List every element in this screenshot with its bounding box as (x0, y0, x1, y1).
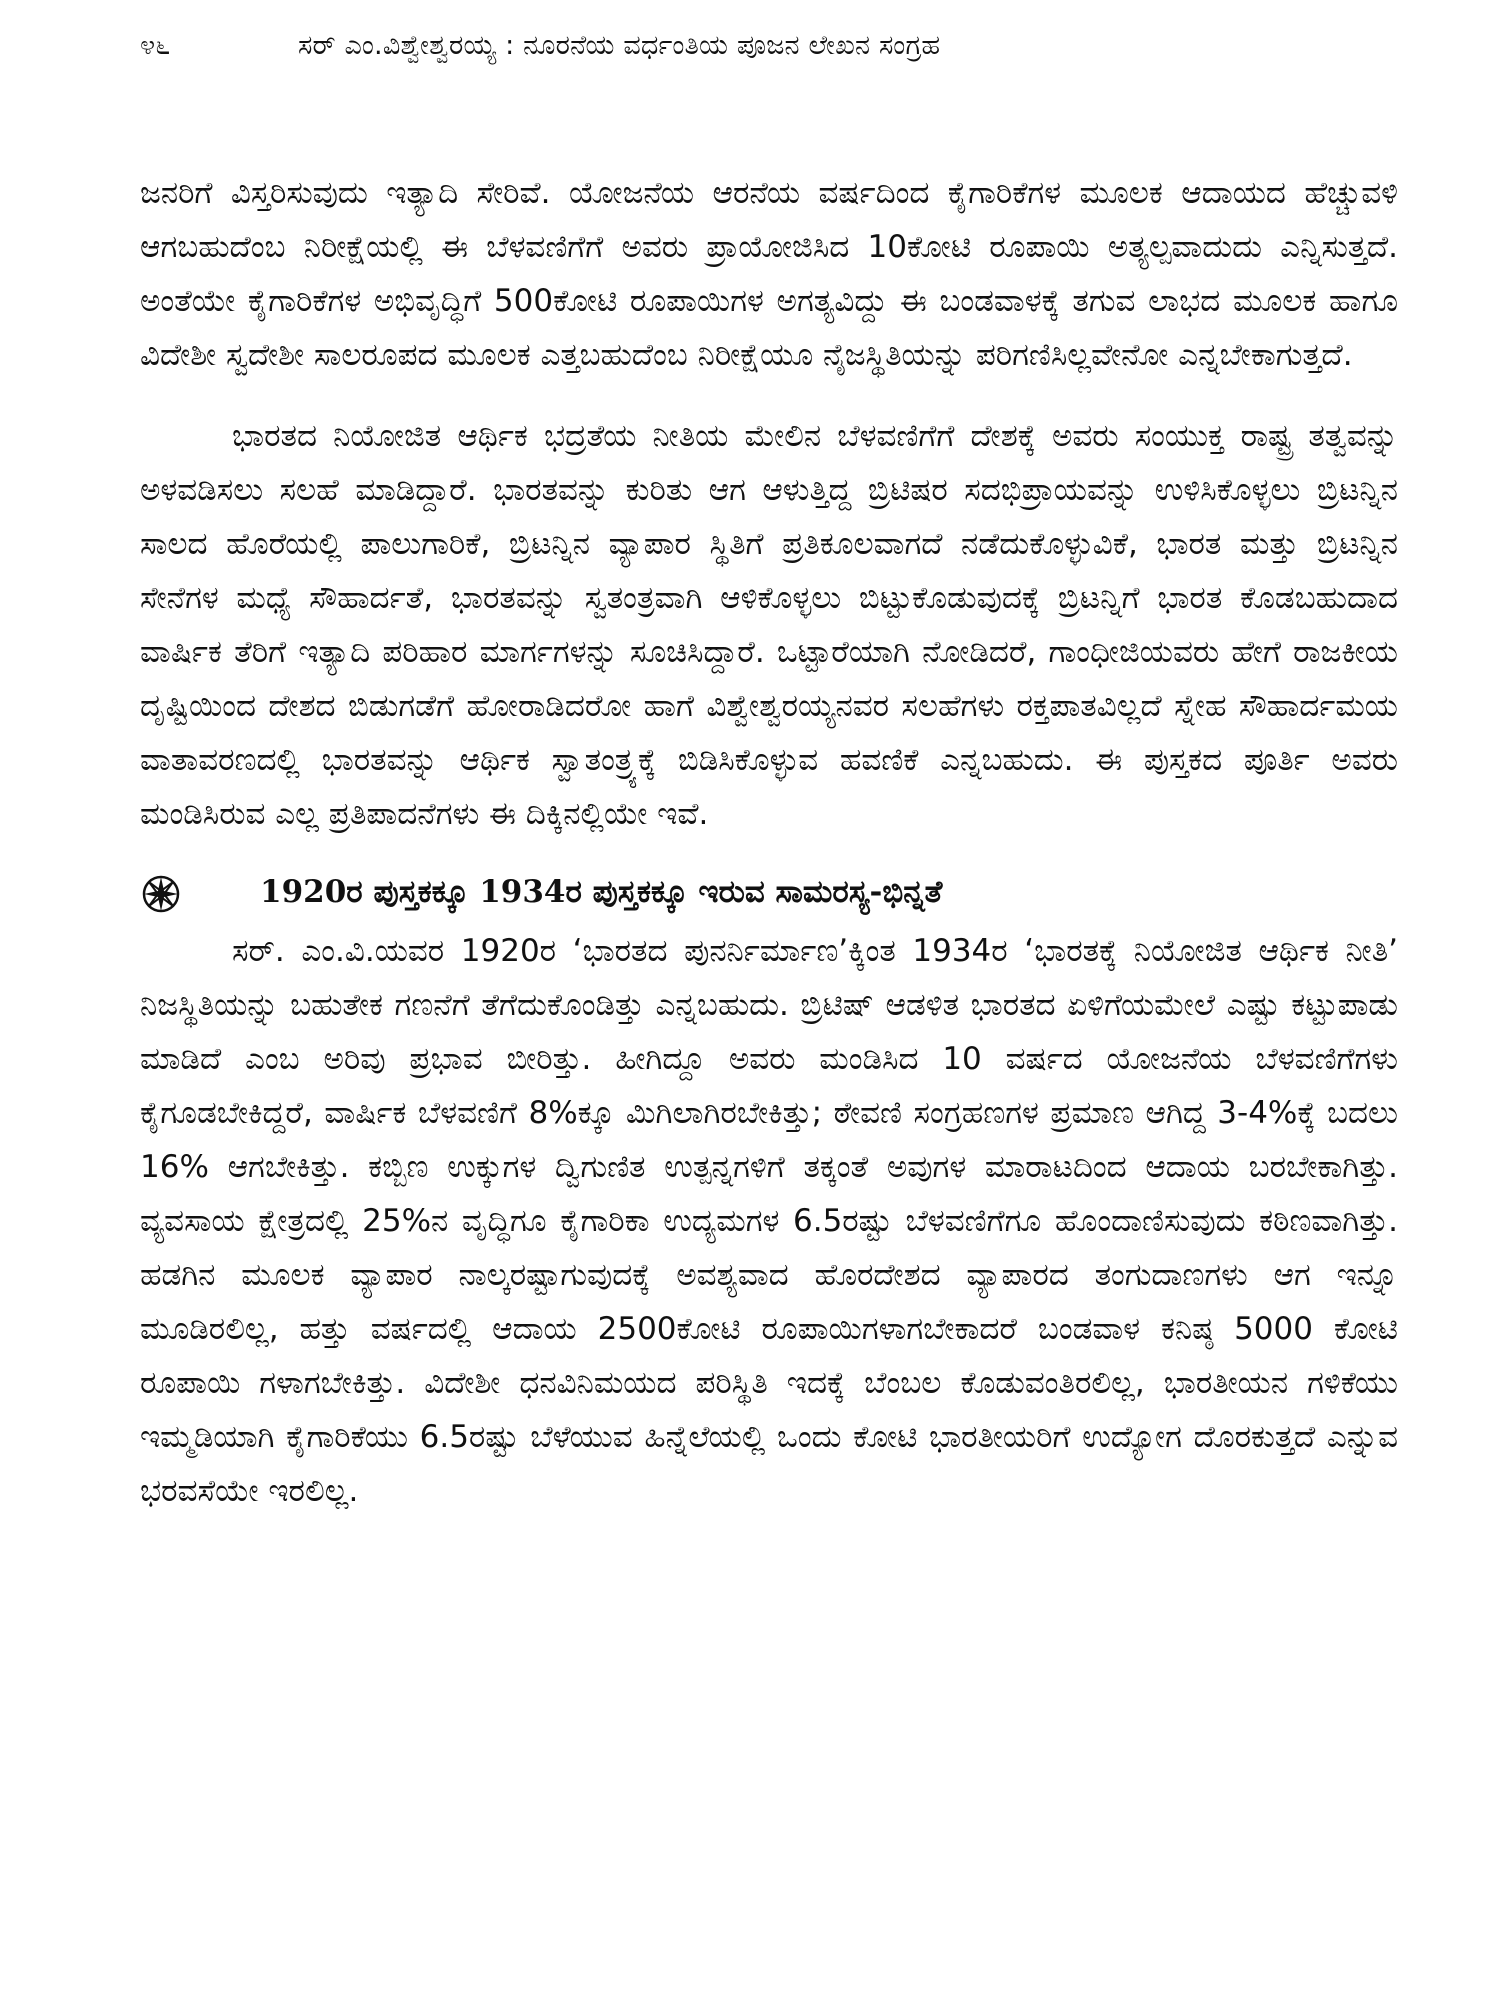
section-heading: 1920ರ ಪುಸ್ತಕಕ್ಕೂ 1934ರ ಪುಸ್ತಕಕ್ಕೂ ಇರುವ ಸಾಮರಸ್ಯ-ಭಿನ್ನತೆ (260, 874, 943, 910)
page-number: ೪೬ (140, 30, 171, 61)
paragraph-2: ಭಾರತದ ನಿಯೋಜಿತ ಆರ್ಥಿಕ ಭದ್ರತೆಯ ನೀತಿಯ ಮೇಲಿನ ಬೆಳವಣಿಗೆಗೆ ದೇಶಕ್ಕೆ ಅವರು ಸಂಯುಕ್ತ ರಾಷ್ಟ್ರ ತತ್ವವನ್ನು ಅಳವಡಿಸಲು ಸಲಹೆ ಮಾಡಿದ್ದಾರೆ. ಭಾರತವನ್ನು ಕುರಿತು ಆಗ ಆಳುತ್ತಿದ್ದ ಬ್ರಿಟಿಷರ ಸದಭಿಪ್ರಾಯವನ್ನು ಉಳಿಸಿಕೊಳ್ಳಲು ಬ್ರಿಟನ್ನಿನ ಸಾಲದ ಹೊರೆಯಲ್ಲಿ ಪಾಲುಗಾರಿಕೆ, ಬ್ರಿಟನ್ನಿನ ವ್ಯಾಪಾರ ಸ್ಥಿತಿಗೆ ಪ್ರತಿಕೂಲವಾಗದೆ ನಡೆದುಕೊಳ್ಳುವಿಕೆ, ಭಾರತ ಮತ್ತು ಬ್ರಿಟನ್ನಿನ ಸೇನೆಗಳ ಮಧ್ಯೆ ಸೌಹಾರ್ದತೆ, ಭಾರತವನ್ನು ಸ್ವತಂತ್ರವಾಗಿ ಆಳಿಕೊಳ್ಳಲು ಬಿಟ್ಟುಕೊಡುವುದಕ್ಕೆ ಬ್ರಿಟನ್ನಿಗೆ ಭಾರತ ಕೊಡಬಹುದಾದ ವಾರ್ಷಿಕ ತೆರಿಗೆ ಇತ್ಯಾದಿ ಪರಿಹಾರ ಮಾರ್ಗಗಳನ್ನು ಸೂಚಿಸಿದ್ದಾರೆ. ಒಟ್ಟಾರೆಯಾಗಿ ನೋಡಿದರೆ, ಗಾಂಧೀಜಿಯವರು ಹೇಗೆ ರಾಜಕೀಯ ದೃಷ್ಟಿಯಿಂದ ದೇಶದ ಬಿಡುಗಡೆಗೆ ಹೋರಾಡಿದರೋ ಹಾಗೆ ವಿಶ್ವೇಶ್ವರಯ್ಯನವರ ಸಲಹೆಗಳು ರಕ್ತಪಾತವಿಲ್ಲದೆ ಸ್ನೇಹ ಸೌಹಾರ್ದಮಯ ವಾತಾವರಣದಲ್ಲಿ ಭಾರತವನ್ನು ಆರ್ಥಿಕ ಸ್ವಾತಂತ್ರ್ಯಕ್ಕೆ ಬಿಡಿಸಿಕೊಳ್ಳುವ ಹವಣಿಕೆ ಎನ್ನಬಹುದು. ಈ ಪುಸ್ತಕದ ಪೂರ್ತಿ ಅವರು ಮಂಡಿಸಿರುವ ಎಲ್ಲ ಪ್ರತಿಪಾದನೆಗಳು ಈ ದಿಕ್ಕಿನಲ್ಲಿಯೇ ಇವೆ. (140, 418, 1398, 832)
eight-point-star-icon (140, 873, 182, 915)
section-paragraph: ಸರ್. ಎಂ.ವಿ.ಯವರ 1920ರ ‘ಭಾರತದ ಪುನರ್ನಿರ್ಮಾಣ’ಕ್ಕಿಂತ 1934ರ ‘ಭಾರತಕ್ಕೆ ನಿಯೋಜಿತ ಆರ್ಥಿಕ ನೀತಿ’ ನಿಜಸ್ಥಿತಿಯನ್ನು ಬಹುತೇಕ ಗಣನೆಗೆ ತೆಗೆದುಕೊಂಡಿತ್ತು ಎನ್ನಬಹುದು. ಬ್ರಿಟಿಷ್ ಆಡಳಿತ ಭಾರತದ ಏಳಿಗೆಯಮೇಲೆ ಎಷ್ಟು ಕಟ್ಟುಪಾಡು ಮಾಡಿದೆ ಎಂಬ ಅರಿವು ಪ್ರಭಾವ ಬೀರಿತ್ತು. ಹೀಗಿದ್ದೂ ಅವರು ಮಂಡಿಸಿದ 10 ವರ್ಷದ ಯೋಜನೆಯ ಬೆಳವಣಿಗೆಗಳು ಕೈಗೂಡಬೇಕಿದ್ದರೆ, ವಾರ್ಷಿಕ ಬೆಳವಣಿಗೆ 8%ಕ್ಕೂ ಮಿಗಿಲಾಗಿರಬೇಕಿತ್ತು; ಠೇವಣಿ ಸಂಗ್ರಹಣಗಳ ಪ್ರಮಾಣ ಆಗಿದ್ದ 3-4%ಕ್ಕೆ ಬದಲು 16% ಆಗಬೇಕಿತ್ತು. ಕಬ್ಬಿಣ ಉಕ್ಕುಗಳ ದ್ವಿಗುಣಿತ ಉತ್ಪನ್ನಗಳಿಗೆ ತಕ್ಕಂತೆ ಅವುಗಳ ಮಾರಾಟದಿಂದ ಆದಾಯ ಬರಬೇಕಾಗಿತ್ತು. ವ್ಯವಸಾಯ ಕ್ಷೇತ್ರದಲ್ಲಿ 25%ನ ವೃದ್ಧಿಗೂ ಕೈಗಾರಿಕಾ ಉದ್ಯಮಗಳ 6.5ರಷ್ಟು ಬೆಳವಣಿಗೆಗೂ ಹೊಂದಾಣಿಸುವುದು ಕಠಿಣವಾಗಿತ್ತು. ಹಡಗಿನ ಮೂಲಕ ವ್ಯಾಪಾರ ನಾಲ್ಕರಷ್ಟಾಗುವುದಕ್ಕೆ ಅವಶ್ಯವಾದ ಹೊರದೇಶದ ವ್ಯಾಪಾರದ ತಂಗುದಾಣಗಳು ಆಗ ಇನ್ನೂ ಮೂಡಿರಲಿಲ್ಲ, ಹತ್ತು ವರ್ಷದಲ್ಲಿ ಆದಾಯ 2500ಕೋಟಿ ರೂಪಾಯಿಗಳಾಗಬೇಕಾದರೆ ಬಂಡವಾಳ ಕನಿಷ್ಠ 5000 ಕೋಟಿ ರೂಪಾಯಿ ಗಳಾಗಬೇಕಿತ್ತು. ವಿದೇಶೀ ಧನವಿನಿಮಯದ ಪರಿಸ್ಥಿತಿ ಇದಕ್ಕೆ ಬೆಂಬಲ ಕೊಡುವಂತಿರಲಿಲ್ಲ, ಭಾರತೀಯನ ಗಳಿಕೆಯು ಇಮ್ಮಡಿಯಾಗಿ ಕೈಗಾರಿಕೆಯು 6.5ರಷ್ಟು ಬೆಳೆಯುವ ಹಿನ್ನೆಲೆಯಲ್ಲಿ ಒಂದು ಕೋಟಿ ಭಾರತೀಯರಿಗೆ ಉದ್ಯೋಗ ದೊರಕುತ್ತದೆ ಎನ್ನುವ ಭರವಸೆಯೇ ಇರಲಿಲ್ಲ. (140, 933, 1398, 1509)
running-header (140, 26, 1398, 80)
body-text (140, 166, 1398, 1518)
paragraph-1: ಜನರಿಗೆ ವಿಸ್ತರಿಸುವುದು ಇತ್ಯಾದಿ ಸೇರಿವೆ. ಯೋಜನೆಯ ಆರನೆಯ ವರ್ಷದಿಂದ ಕೈಗಾರಿಕೆಗಳ ಮೂಲಕ ಆದಾಯದ ಹೆಚ್ಚುವಳಿ ಆಗಬಹುದೆಂಬ ನಿರೀಕ್ಷೆಯಲ್ಲಿ ಈ ಬೆಳವಣಿಗೆಗೆ ಅವರು ಪ್ರಾಯೋಜಿಸಿದ 10ಕೋಟಿ ರೂಪಾಯಿ ಅತ್ಯಲ್ಪವಾದುದು ಎನ್ನಿಸುತ್ತದೆ. ಅಂತೆಯೇ ಕೈಗಾರಿಕೆಗಳ ಅಭಿವೃದ್ಧಿಗೆ 500ಕೋಟಿ ರೂಪಾಯಿಗಳ ಅಗತ್ಯವಿದ್ದು ಈ ಬಂಡವಾಳಕ್ಕೆ ತಗುವ ಲಾಭದ ಮೂಲಕ ಹಾಗೂ ವಿದೇಶೀ ಸ್ವದೇಶೀ ಸಾಲರೂಪದ ಮೂಲಕ ಎತ್ತಬಹುದೆಂಬ ನಿರೀಕ್ಷೆಯೂ ನೈಜಸ್ಥಿತಿಯನ್ನು ಪರಿಗಣಿಸಿಲ್ಲವೇನೋ ಎನ್ನಬೇಕಾಗುತ್ತದೆ. (140, 175, 1398, 373)
section-heading-row (140, 868, 1398, 916)
book-title: ಸರ್ ಎಂ.ವಿಶ್ವೇಶ್ವರಯ್ಯ : ನೂರನೆಯ ವರ್ಧಂತಿಯ ಪೂಜನ ಲೇಖನ ಸಂಗ್ರಹ (298, 30, 941, 61)
